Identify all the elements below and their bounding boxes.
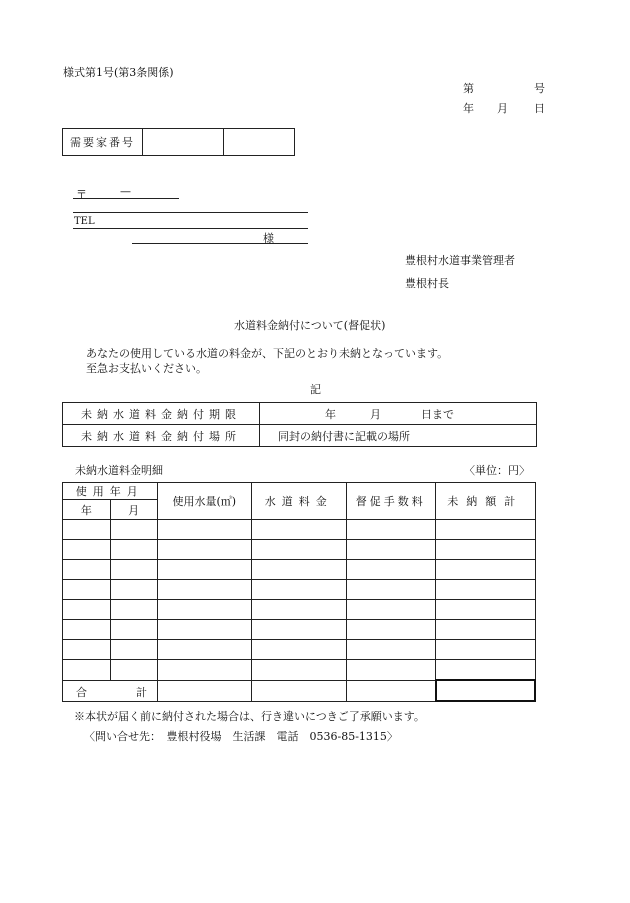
detail-title: 未納水道料金明細 (75, 464, 163, 477)
month-header: 月 (110, 500, 157, 520)
table-row (63, 600, 536, 620)
tel-line (73, 228, 308, 229)
period-header: 使用年月 (63, 483, 158, 500)
postal-dash: — (120, 185, 131, 198)
customer-number-field-1[interactable] (143, 129, 224, 156)
tel-label: TEL (74, 216, 95, 227)
sum-label-b: 計 (136, 685, 147, 699)
table-row (63, 660, 536, 681)
date-year: 年 (463, 102, 474, 115)
sum-label-a: 合 (76, 685, 87, 699)
surcharge-header: 督促手数料 (346, 483, 436, 520)
fee-header: 水道料金 (252, 483, 346, 520)
unit-label: 〈単位：円〉 (464, 464, 530, 477)
sum-label (63, 680, 158, 701)
doc-number-suffix: 号 (534, 82, 545, 95)
form-number: 様式第1号(第3条関係) (63, 66, 174, 79)
due-month: 月 (370, 408, 381, 421)
customer-number-label: 需要家番号 (63, 129, 143, 156)
due-year: 年 (325, 408, 336, 421)
due-date-label: 未納水道料金納付期限 (63, 403, 260, 425)
customer-number-field-2[interactable] (224, 129, 295, 156)
sender-line-1: 豊根村水道事業管理者 (405, 254, 515, 267)
note: ※本状が届く前に納付された場合は、行き違いにつきご了承願います。 (74, 710, 425, 723)
contact-info: 〈問い合せ先： 豊根村役場 生活課 電話 0536-85-1315〉 (84, 730, 398, 743)
customer-number-box (62, 128, 295, 156)
year-header: 年 (63, 500, 111, 520)
postal-code-line (73, 198, 179, 199)
doc-number-prefix: 第 (463, 82, 474, 95)
document-title: 水道料金納付について(督促状) (234, 319, 386, 332)
date-day: 日 (534, 102, 545, 115)
total-header: 未納額計 (436, 483, 536, 520)
payment-place-value: 同封の納付書に記載の場所 (260, 425, 537, 447)
due-date-value[interactable] (260, 403, 537, 425)
usage-header: 使用水量(㎥) (157, 483, 252, 520)
table-row (63, 620, 536, 640)
payment-info-table (62, 402, 537, 447)
sum-fee[interactable] (252, 680, 346, 701)
sum-total[interactable] (436, 680, 536, 701)
sender-line-2: 豊根村長 (405, 277, 449, 290)
date-month: 月 (497, 102, 508, 115)
body-line-2: 至急お支払いください。 (86, 362, 207, 375)
honorific: 様 (263, 232, 274, 245)
table-row (63, 560, 536, 580)
payment-place-label: 未納水道料金納付場所 (63, 425, 260, 447)
name-line (132, 243, 308, 244)
table-row (63, 540, 536, 560)
address-line (73, 212, 308, 213)
sum-row (63, 680, 536, 701)
table-row (63, 640, 536, 660)
sum-usage[interactable] (157, 680, 252, 701)
body-line-1: あなたの使用している水道の料金が、下記のとおり未納となっています。 (86, 347, 449, 360)
unpaid-detail-table (62, 482, 536, 702)
sum-surcharge[interactable] (346, 680, 436, 701)
table-row (63, 520, 536, 540)
table-row (63, 580, 536, 600)
ki-heading: 記 (310, 383, 321, 396)
due-day: 日まで (421, 408, 454, 421)
postal-mark: 〒 (76, 188, 87, 201)
